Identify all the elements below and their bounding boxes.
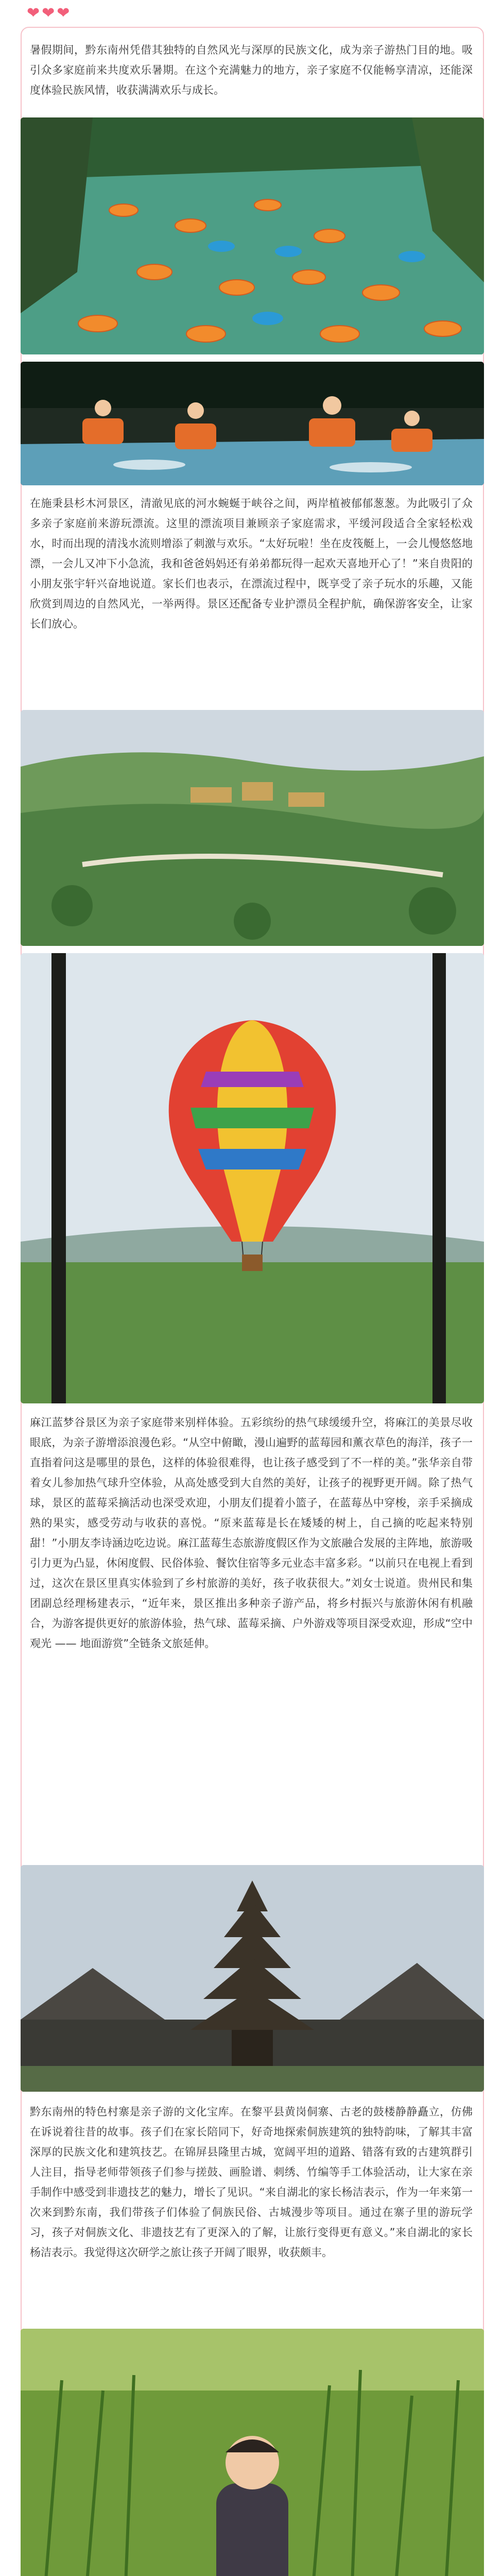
hearts-decoration-top: ❤❤❤ xyxy=(27,4,72,22)
miaozhai-paragraph: 黔东南州的特色村寨是亲子游的文化宝库。在黎平县黄岗侗寨、古老的鼓楼静静矗立，仿佛在诉说着往昔的故事。孩子们在家长陪同下，好奇地探索侗族建筑的独特韵味，了解其丰富深厚的民族文化和建筑技艺。在锦屏县隆里古城，宽阔平坦的道路、错落有致的古建筑群引人注目，指导老师带领孩子们参与搓鼓、画脸谱、刺绣、竹编等手工体验活动，让大家在亲手制作中感受到非遗技艺的魅力，增长了见识。“来自湖北的家长杨洁表示，作为一年来第一次来到黔东南，我们带孩子们体验了侗族民俗、古城漫步等项目。通过在寨子里的游玩学习，孩子对侗族文化、非遗技艺有了更深入的了解，让旅行变得更有意义。”来自湖北的家长杨洁表示。我觉得这次研学之旅让孩子开阔了眼界，收获颇丰。 xyxy=(30,2106,473,2259)
scenic-valley-photo xyxy=(21,710,484,946)
drifting-paragraph: 在施秉县杉木河景区，清澈见底的河水蜿蜒于峡谷之间，两岸植被郁郁葱葱。为此吸引了众多亲子家庭前来游玩漂流。这里的漂流项目兼顾亲子家庭需求，平缓河段适合全家轻松戏水，时而出现的清浅水流则增添了刺激与欢乐。“太好玩啦！坐在皮筏艇上，一会儿慢悠悠地漂，一会儿又冲下小急流，我和爸爸妈妈还有弟弟都玩得一起欢天喜地开心了！”来自贵阳的小朋友张宇轩兴奋地说道。家长们也表示，在漂流过程中，既享受了亲子玩水的乐趣，又能欣赏到周边的自然风光，一举两得。景区还配备专业护漂员全程护航，确保游客安全，让家长们放心。 xyxy=(30,497,473,630)
balloon-paragraph: 麻江蓝梦谷景区为亲子家庭带来别样体验。五彩缤纷的热气球缓缓升空，将麻江的美景尽收眼底，为亲子游增添浪漫色彩。“从空中俯瞰，漫山遍野的蓝莓园和薰衣草色的海洋，孩子一直指着问这是哪里的景色，这样的体验很难得，也让孩子感受到了不一样的美。”张华亲自带着女儿参加热气球升空体验，从高处感受到大自然的美好，让孩子的视野更开阔。除了热气球，景区的蓝莓采摘活动也深受欢迎，小朋友们提着小篮子，在蓝莓丛中穿梭，亲手采摘成熟的果实，感受劳动与收获的喜悦。“原来蓝莓是长在矮矮的树上，自己摘的吃起来特别甜！”小朋友李诗涵边吃边说。麻江蓝莓生态旅游度假区作为文旅融合发展的主阵地，旅游吸引力更为凸显，休闲度假、民俗体验、餐饮住宿等多元业态丰富多彩。“以前只在电视上看到过，这次在景区里真实体验到了乡村旅游的美好，孩子收获很大。”刘女士说道。贵州民和集团副总经理杨建表示，“近年来，景区推出多种亲子游产品，将乡村振兴与旅游休闲有机融合，为游客提供更好的旅游体验，热气球、蓝莓采摘、户外游戏等项目深受欢迎，形成“空中观光 —— 地面游赏”全链条文旅延伸。 xyxy=(30,1416,473,1650)
rafting-river-photo xyxy=(21,117,484,354)
intro-paragraph: 暑假期间，黔东南州凭借其独特的自然风光与深厚的民族文化，成为亲子游热门目的地。吸引众多家庭前来共度欢乐暑期。在这个充满魅力的地方，亲子家庭不仅能畅享清凉，还能深度体验民族风情，收获满满欢乐与成长。 xyxy=(30,44,473,96)
hot-air-balloon-photo xyxy=(21,953,484,1403)
drum-tower-photo xyxy=(21,1865,484,2092)
child-in-grass-photo xyxy=(21,2329,484,2576)
family-rafting-photo xyxy=(21,362,484,485)
